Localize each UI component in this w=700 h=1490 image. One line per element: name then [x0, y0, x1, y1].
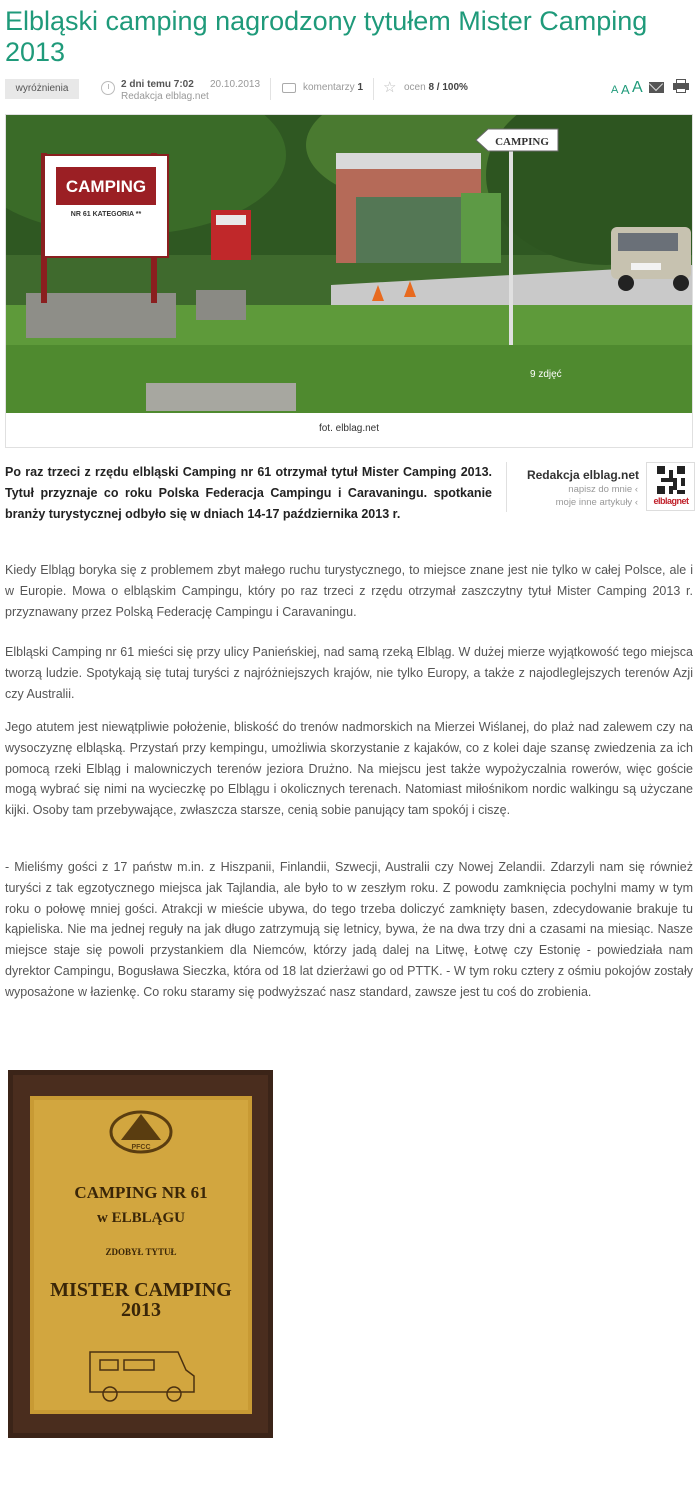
photo-caption: fot. elblag.net	[318, 423, 380, 434]
article-meta	[5, 78, 695, 100]
award-image[interactable]	[8, 1070, 273, 1438]
category-tag[interactable]: wyróżnienia	[5, 79, 79, 99]
award-line-4: MISTER CAMPING	[50, 1279, 232, 1301]
award-logo-text: PFCC	[131, 1144, 151, 1151]
comment-icon	[282, 83, 296, 93]
font-size-large-button[interactable]: A	[632, 79, 643, 96]
camping-photo	[6, 115, 692, 413]
article-title: Elbląski camping nagrodzony tytułem Mister Camping 2013	[5, 6, 648, 67]
other-articles-link[interactable]: moje inne artykuły ‹	[555, 497, 638, 508]
qr-code-icon	[657, 466, 685, 494]
award-line-5: 2013	[121, 1299, 161, 1321]
award-plaque	[8, 1070, 273, 1438]
comments-label: komentarzy	[303, 82, 355, 93]
photo-gallery[interactable]	[5, 114, 693, 448]
ratings-label: ocen	[404, 82, 426, 93]
publish-date: 20.10.2013	[210, 79, 261, 90]
sign-category-text: NR 61 KATEGORIA **	[70, 211, 142, 218]
sign-camping-text: CAMPING	[65, 177, 147, 196]
paragraph-4: - Mieliśmy gości z 17 państw m.in. z Hiszpanii, Finlandii, Szwecji, Australii czy Nowej Zelandii. Zdarzyli nam się również turyści z tak egzotycznego miejsca jak Tajlandia, ale było to w zeszłym roku. Z powodu zamknięcia pochylni mamy w tym roku o połowę mniej gości. Atrakcji w mieście ubywa, do tego trzeba doliczyć zamknięty basen, zdecydowanie brakuje tu kąpieliska. Nie ma jednej reguły na jak długo zatrzymują się letnicy, bywa, że na dwa trzy dni a czasami na miesiąc. Nasze miejsce staje się powoli przystankiem dla Niemców, którzy jadą dalej na Litwę, Łotwę czy Estonię - powiedziała nam dyrektor Campingu, Bogusława Sieczka, która od 18 lat dzierżawi go od PTTK. - W tym roku cztery z ośmiu pokojów zostały wyposażone w łazienkę. Co roku staramy się podwyższać nasz standard, zawsze jest tu coś do zrobienia.	[5, 860, 693, 999]
author-box	[506, 462, 694, 512]
qr-code[interactable]	[646, 462, 695, 511]
ratings-value: 8 / 100%	[428, 82, 468, 93]
clock-icon	[101, 81, 115, 95]
photo-count[interactable]: 9 zdjęć	[530, 369, 562, 380]
star-icon[interactable]: ☆	[383, 79, 397, 96]
font-size-medium-button[interactable]: A	[621, 82, 630, 97]
divider	[270, 78, 271, 100]
main-photo[interactable]	[6, 115, 692, 413]
comments-link[interactable]	[303, 82, 363, 93]
mail-icon[interactable]	[649, 82, 664, 93]
article-lead: Po raz trzeci z rzędu elbląski Camping nr 61 otrzymał tytuł Mister Camping 2013. Tytuł przyznaje co roku Polska Federacja Campingu i Caravaningu. spotkanie branży turystycznej odbyło się w dniach 14-17 października 2013 r.	[5, 465, 492, 521]
paragraph-3: Jego atutem jest niewątpliwie położenie, bliskość do trenów nadmorskich na Mierzei Wiślanej, do plaż nad zalewem czy na wysoczyznę elbląską. Przystań przy kempingu, umożliwia skorzystanie z kajaków, co z kolei daje szansę zwiedzenia za ich pomocą rzeki Elbląg i malowniczych terenów jeziora Drużno. Na miejscu jest także wypożyczalnia rowerów, więc goście mogą wybrać się nimi na wycieczkę po Elblągu i okolicznych terenach. Natomiast miłośnikom nordic walkingu są użyczane kijki. Osoby tam przebywające, zwłaszcza starsze, cenią sobie panujący tam spokój i ciszę.	[5, 720, 693, 818]
write-to-author-link[interactable]: napisz do mnie ‹	[568, 484, 638, 495]
publish-time: 2 dni temu 7:02	[121, 79, 194, 90]
author-name[interactable]: Redakcja elblag.net	[526, 468, 639, 482]
print-icon[interactable]	[673, 79, 689, 94]
divider	[373, 78, 374, 100]
qr-brand-label: elblagnet	[653, 496, 689, 506]
paragraph-1: Kiedy Elbląg boryka się z problemem zbyt małego ruchu turystycznego, to miejsce znane jest nie tylko w całej Polsce, ale i w Europie. Mowa o elbląskim Campingu, który po raz trzeci z rzędu otrzymał zaszczytny tytuł Mister Camping 2013 r. przyznawany przez Polską Federację Campingu i Caravaningu.	[5, 563, 693, 619]
font-size-small-button[interactable]: A	[611, 84, 619, 96]
award-line-3: ZDOBYŁ TYTUŁ	[105, 1247, 177, 1257]
award-line-2: w ELBLĄGU	[97, 1210, 185, 1226]
ratings	[404, 82, 468, 93]
award-line-1: CAMPING NR 61	[74, 1183, 208, 1202]
arrow-sign-text: CAMPING	[495, 136, 549, 148]
paragraph-2: Elbląski Camping nr 61 mieści się przy ulicy Panieńskiej, nad samą rzeką Elbląg. W dużej mierze wyjątkowość tego miejsca tworzą ludzie. Spotykają się tutaj turyści z najróżniejszych krajów, nie tylko Europy, a także z najodleglejszych terenów Azji czy Australii.	[5, 645, 693, 701]
author-label[interactable]: Redakcja elblag.net	[121, 91, 209, 102]
comments-count: 1	[357, 82, 364, 93]
